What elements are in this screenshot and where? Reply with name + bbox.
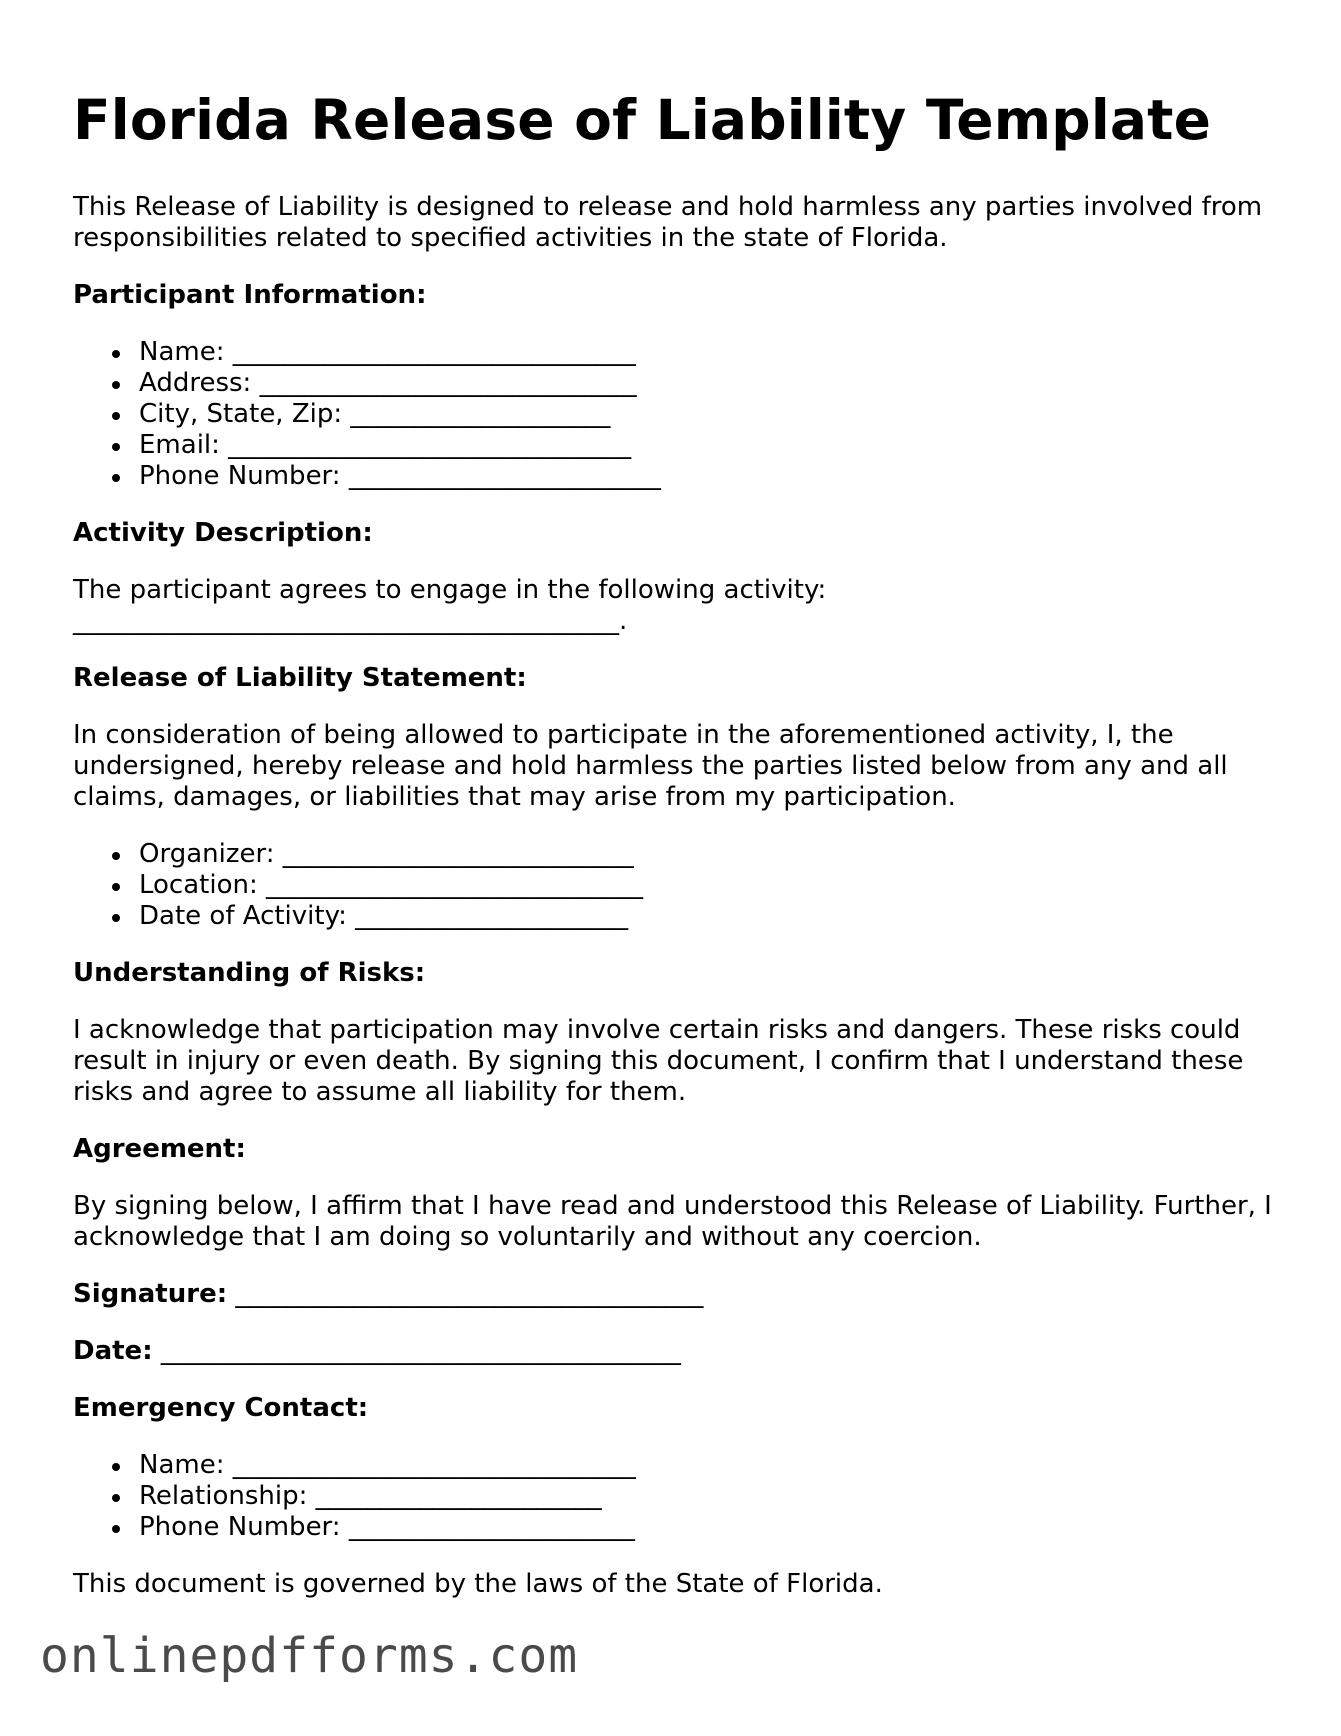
organizer-field: Organizer: ___________________________ xyxy=(139,839,1283,870)
date-row xyxy=(73,1336,1283,1367)
date-line: ________________________________________ xyxy=(160,1336,681,1366)
document-page xyxy=(73,88,1283,1626)
document-title: Florida Release of Liability Template xyxy=(73,88,1212,152)
date-label: Date: xyxy=(73,1336,153,1366)
agreement-heading: Agreement: xyxy=(73,1134,246,1164)
emergency-relationship-field: Relationship: ______________________ xyxy=(139,1481,1283,1512)
participant-city-field: City, State, Zip: ____________________ xyxy=(139,399,1283,430)
emergency-list xyxy=(73,1450,1283,1543)
emergency-name-field: Name: _______________________________ xyxy=(139,1450,1283,1481)
release-heading: Release of Liability Statement: xyxy=(73,663,527,693)
participant-list xyxy=(73,337,1283,492)
activity-date-field: Date of Activity: _____________________ xyxy=(139,901,1283,932)
emergency-heading: Emergency Contact: xyxy=(73,1393,369,1423)
participant-name-field: Name: _______________________________ xyxy=(139,337,1283,368)
activity-heading: Activity Description: xyxy=(73,518,373,548)
signature-line: ____________________________________ xyxy=(235,1279,704,1309)
participant-address-field: Address: _____________________________ xyxy=(139,368,1283,399)
risks-paragraph: I acknowledge that participation may involve certain risks and dangers. These risks could result in injury or even death. By signing this document, I confirm that I understand these risks and agree to assume all liability for them. xyxy=(73,1015,1244,1107)
watermark: onlinepdfforms.com xyxy=(40,1628,579,1684)
governing-law-paragraph: This document is governed by the laws of the State of Florida. xyxy=(73,1569,883,1599)
risks-heading: Understanding of Risks: xyxy=(73,958,426,988)
intro-paragraph: This Release of Liability is designed to release and hold harmless any parties involved from responsibilities related to specified activities in the state of Florida. xyxy=(73,192,1263,253)
location-field: Location: _____________________________ xyxy=(139,870,1283,901)
release-paragraph: In consideration of being allowed to participate in the aforementioned activity, I, the undersigned, hereby release and hold harmless the parties listed below from any and all claims, damages, or liabilities that may arise from my participation. xyxy=(73,720,1228,812)
signature-label: Signature: xyxy=(73,1279,228,1309)
release-list xyxy=(73,839,1283,932)
emergency-phone-field: Phone Number: ______________________ xyxy=(139,1512,1283,1543)
participant-email-field: Email: _______________________________ xyxy=(139,430,1283,461)
participant-phone-field: Phone Number: ________________________ xyxy=(139,461,1283,492)
participant-heading: Participant Information: xyxy=(73,280,427,310)
signature-row xyxy=(73,1279,1283,1310)
agreement-paragraph: By signing below, I affirm that I have read and understood this Release of Liability. Further, I acknowledge that I am doing so voluntarily and without any coercion. xyxy=(73,1191,1272,1252)
activity-paragraph: The participant agrees to engage in the following activity: __________________________________________. xyxy=(73,575,827,636)
